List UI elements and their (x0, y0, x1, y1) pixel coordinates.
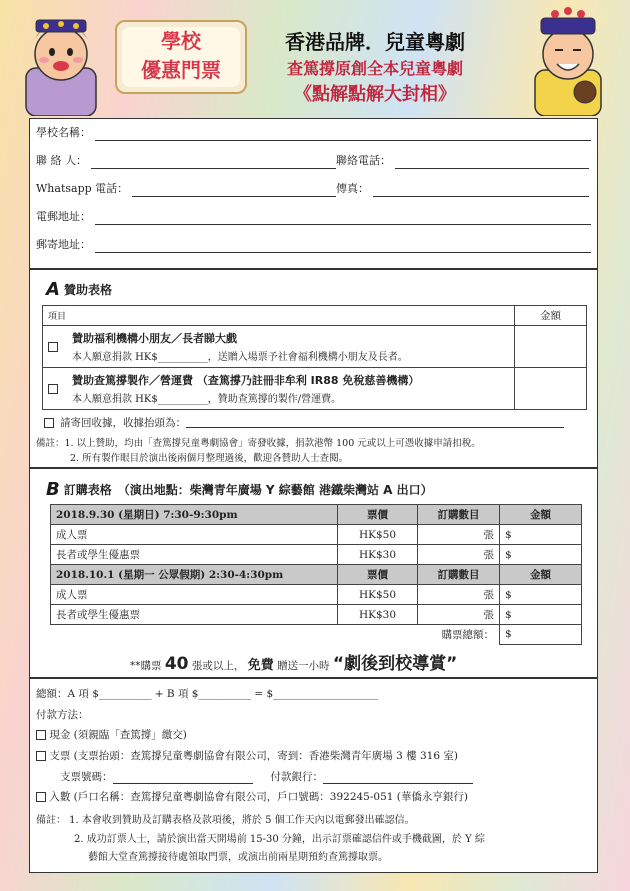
show-title: 《點解點解大封相》 (294, 84, 456, 105)
cash-option[interactable]: 現金 (須親臨「查篤撐」繳交) (36, 727, 187, 742)
sponsor-table (42, 305, 587, 410)
cheque-details: 支票號碼： 付款銀行： (60, 769, 510, 784)
table-row: 長者或學生優惠票 HK$30 張 $ (51, 545, 582, 565)
address-field[interactable]: 郵寄地址： (36, 235, 591, 253)
school-name-field[interactable]: 學校名稱： (36, 123, 591, 141)
brand-title: 香港品牌．兒童粵劇 (285, 30, 465, 54)
amount-input[interactable]: $ (500, 605, 582, 625)
sponsor-welfare-title: 贊助福利機構小朋友／長者睇大戲 (72, 332, 237, 345)
show2-date: 2018.10.1 (星期一 公眾假期) 2:30-4:30pm (51, 565, 338, 585)
receipt-row: 請寄回收據，收據抬頭為： (44, 415, 564, 430)
sponsor-welfare-desc: 本人願意捐款 HK$__________，送贈入場票予社會福利機構小朋友及長者。 (72, 352, 408, 363)
col-amount: 金額 (500, 505, 582, 525)
col-amount: 金額 (515, 306, 587, 326)
whatsapp-field[interactable]: Whatsapp 電話： (36, 179, 336, 197)
form-panel (29, 118, 598, 873)
divider-b (30, 467, 597, 469)
divider-a (30, 268, 597, 270)
deposit-checkbox[interactable] (36, 792, 46, 802)
total-amount-input[interactable]: $ (500, 625, 582, 645)
ticket-order-table: 2018.9.30 (星期日) 7:30-9:30pm 票價 訂購數目 金額 成人票 HK$50 張 $ 長者或學生優惠票 HK$30 張 $ 2018.10.1 (星期一 公眾假期) 2:30-4:30pm 票價 訂購數目 金額 成人票 HK$50 張 $ 長者或學生優惠票 HK$30 張 $ 購票總額： $ (50, 504, 582, 645)
table-row: 長者或學生優惠票 HK$30 張 $ (51, 605, 582, 625)
header (0, 0, 630, 118)
fax-field[interactable]: 傳真： (336, 179, 589, 197)
sponsor-note-1: 備註：1. 以上贊助，均由「查篤撐兒童粵劇協會」寄發收據，捐款港幣 100 元或以上可憑收據申請扣稅。 (36, 438, 481, 449)
col-qty: 訂購數目 (418, 505, 500, 525)
opera-girl-mascot-icon (18, 6, 104, 116)
sponsor-welfare-amount[interactable] (515, 326, 587, 368)
cheque-option[interactable]: 支票 (支票抬頭：查篤撐兒童粵劇協會有限公司，寄到：香港柴灣青年廣場 3 樓 316 室) (36, 748, 458, 763)
cheque-number-input[interactable] (113, 773, 253, 784)
receipt-name-input[interactable] (186, 417, 564, 428)
bank-input[interactable] (323, 773, 473, 784)
show1-date: 2018.9.30 (星期日) 7:30-9:30pm (51, 505, 338, 525)
amount-input[interactable]: $ (500, 525, 582, 545)
total-label: 購票總額： (51, 625, 500, 645)
cheque-checkbox[interactable] (36, 751, 46, 761)
cash-checkbox[interactable] (36, 730, 46, 740)
sponsor-production-amount[interactable] (515, 368, 587, 410)
table-row: 成人票 HK$50 張 $ (51, 525, 582, 545)
sponsor-production-checkbox[interactable] (48, 384, 58, 394)
payment-method-label: 付款方法： (36, 709, 89, 721)
col-price: 票價 (338, 505, 418, 525)
sponsor-row (43, 368, 587, 410)
promo-line: **購票 40 張或以上， 免費 贈送一小時 “劇後到校導賞” (130, 654, 458, 674)
divider-payment (30, 677, 597, 679)
qty-input[interactable]: 張 (418, 585, 500, 605)
table-row: 成人票 HK$50 張 $ (51, 585, 582, 605)
school-discount-badge (115, 20, 247, 94)
amount-input[interactable]: $ (500, 585, 582, 605)
phone-field[interactable]: 聯絡電話： (336, 151, 589, 169)
badge-line1: 學校 (161, 29, 201, 53)
badge-line2: 優惠門票 (141, 58, 221, 82)
qty-input[interactable]: 張 (418, 545, 500, 565)
grand-total[interactable]: 總額：A 項 $__________ + B 項 $__________ = $____________________ (36, 688, 379, 700)
qty-input[interactable]: 張 (418, 525, 500, 545)
email-field[interactable]: 電郵地址： (36, 207, 591, 225)
sponsor-production-desc: 本人願意捐款 HK$__________，贊助查篤撐的製作/營運費。 (72, 394, 342, 405)
sponsor-production-title: 贊助查篤撐製作／營運費 （查篤撐乃註冊非牟利 IR88 免稅慈善機構） (72, 374, 420, 387)
opera-boy-mascot-icon (525, 6, 611, 116)
sponsor-welfare-checkbox[interactable] (48, 342, 58, 352)
qty-input[interactable]: 張 (418, 605, 500, 625)
payment-note-3: 藝館大堂查篤撐接待處領取門票，或演出前兩星期預約查篤撐取票。 (88, 852, 388, 863)
section-b-heading: B 訂購表格 （演出地點：柴灣青年廣場 Y 綜藝館 港鐵柴灣站 A 出口） (46, 479, 433, 500)
section-a-heading: A 贊助表格 (46, 279, 112, 300)
deposit-option[interactable]: 入數 (戶口名稱：查篤撐兒童粵劇協會有限公司，戶口號碼：392245-051 (華僑永亨銀行) (36, 789, 468, 804)
show-subtitle: 查篤撐原創全本兒童粵劇 (286, 59, 463, 78)
amount-input[interactable]: $ (500, 545, 582, 565)
col-item: 項目 (43, 306, 515, 326)
contact-person-field[interactable]: 聯 絡 人： (36, 151, 336, 169)
sponsor-row (43, 326, 587, 368)
sponsor-note-2: 2. 所有製作眼目於演出後兩個月整理過後，歡迎各贊助人士查閱。 (70, 453, 349, 464)
payment-note-1: 備註： 1. 本會收到贊助及訂購表格及款項後，將於 5 個工作天內以電郵發出確認信。 (36, 815, 415, 826)
payment-note-2: 2. 成功訂票人士，請於演出當天開場前 15-30 分鐘，出示訂票確認信件或手機截圖，於 Y 綜 (74, 834, 485, 845)
receipt-checkbox[interactable] (44, 418, 54, 428)
